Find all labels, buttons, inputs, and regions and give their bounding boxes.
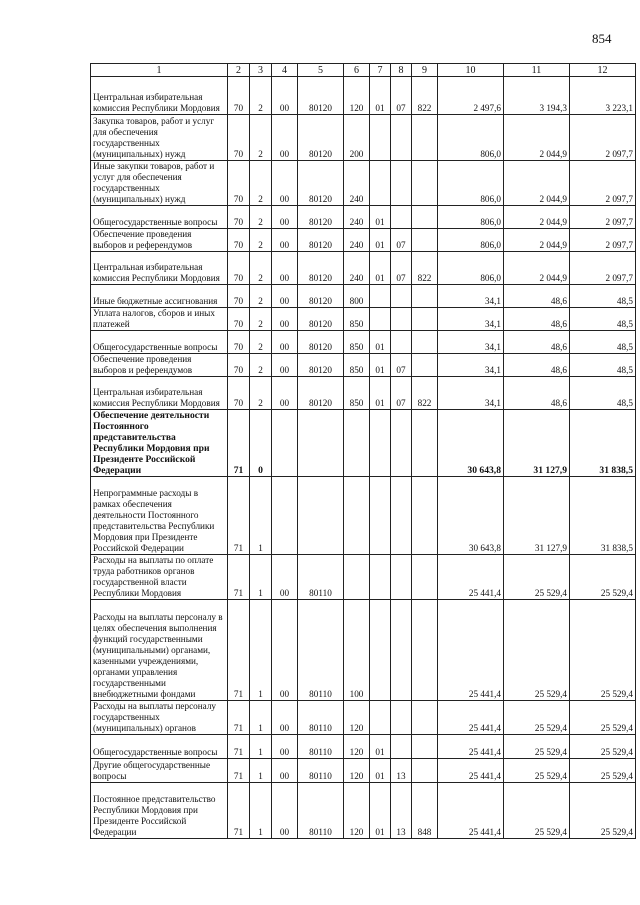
cell-code: 00: [272, 701, 298, 735]
cell-code: 80110: [298, 759, 344, 783]
cell-code: 01: [370, 735, 391, 759]
cell-amount: 2 497,6: [438, 77, 504, 115]
table-row: [91, 285, 636, 308]
cell-name: Расходы на выплаты по оплате труда работников органов государственной власти Республики Мордовия: [91, 555, 228, 600]
cell-code: [391, 701, 412, 735]
cell-code: 70: [228, 229, 250, 252]
cell-code: [391, 161, 412, 206]
column-header: 3: [250, 64, 272, 77]
cell-amount: 25 441,4: [438, 783, 504, 839]
cell-code: [391, 477, 412, 555]
cell-code: [412, 410, 438, 477]
cell-amount: 48,6: [504, 331, 570, 354]
cell-code: 07: [391, 77, 412, 115]
cell-code: 71: [228, 555, 250, 600]
cell-code: 1: [250, 555, 272, 600]
cell-code: 80110: [298, 701, 344, 735]
cell-code: [370, 477, 391, 555]
table-row: [91, 410, 636, 477]
cell-code: 2: [250, 252, 272, 285]
cell-code: 80120: [298, 331, 344, 354]
cell-code: 80120: [298, 285, 344, 308]
table-row: [91, 701, 636, 735]
cell-code: [298, 410, 344, 477]
cell-code: 1: [250, 701, 272, 735]
cell-code: [370, 701, 391, 735]
cell-code: 80120: [298, 252, 344, 285]
table-row: [91, 161, 636, 206]
cell-name: Иные закупки товаров, работ и услуг для обеспечения государственных (муниципальных) нужд: [91, 161, 228, 206]
cell-code: 850: [344, 308, 370, 331]
cell-amount: 31 838,5: [570, 410, 636, 477]
table-row: [91, 252, 636, 285]
cell-code: [412, 285, 438, 308]
cell-amount: 48,6: [504, 377, 570, 410]
cell-code: 00: [272, 600, 298, 701]
cell-code: 70: [228, 252, 250, 285]
cell-code: 01: [370, 229, 391, 252]
cell-code: 0: [250, 410, 272, 477]
cell-code: 01: [370, 77, 391, 115]
cell-amount: 2 097,7: [570, 252, 636, 285]
cell-code: 120: [344, 759, 370, 783]
cell-code: [391, 115, 412, 161]
cell-amount: 30 643,8: [438, 410, 504, 477]
table-row: [91, 331, 636, 354]
cell-code: [272, 410, 298, 477]
cell-code: 822: [412, 377, 438, 410]
cell-code: 71: [228, 410, 250, 477]
cell-code: 2: [250, 377, 272, 410]
cell-code: 240: [344, 206, 370, 229]
cell-amount: 31 127,9: [504, 477, 570, 555]
cell-amount: 25 441,4: [438, 759, 504, 783]
cell-amount: 34,1: [438, 285, 504, 308]
cell-amount: 2 097,7: [570, 229, 636, 252]
table-row: [91, 735, 636, 759]
cell-code: [344, 410, 370, 477]
cell-code: [370, 600, 391, 701]
column-header: 7: [370, 64, 391, 77]
cell-code: 70: [228, 377, 250, 410]
table-row: [91, 229, 636, 252]
cell-amount: 806,0: [438, 161, 504, 206]
cell-amount: 25 529,4: [504, 735, 570, 759]
table-row: [91, 77, 636, 115]
cell-amount: 2 044,9: [504, 115, 570, 161]
cell-amount: 25 529,4: [570, 701, 636, 735]
cell-amount: 48,5: [570, 331, 636, 354]
cell-code: 01: [370, 206, 391, 229]
cell-code: 80120: [298, 229, 344, 252]
cell-amount: 25 529,4: [570, 555, 636, 600]
cell-amount: 31 127,9: [504, 410, 570, 477]
cell-code: [391, 600, 412, 701]
cell-code: 2: [250, 206, 272, 229]
cell-code: 80120: [298, 77, 344, 115]
cell-code: [391, 410, 412, 477]
cell-code: 00: [272, 735, 298, 759]
cell-code: 00: [272, 377, 298, 410]
cell-code: 848: [412, 783, 438, 839]
cell-code: 00: [272, 354, 298, 377]
cell-amount: 48,5: [570, 377, 636, 410]
cell-code: 07: [391, 252, 412, 285]
cell-amount: 34,1: [438, 331, 504, 354]
table-body: [91, 77, 636, 839]
cell-name: Постоянное представительство Республики Мордовия при Президенте Российской Федерации: [91, 783, 228, 839]
cell-amount: 25 529,4: [504, 600, 570, 701]
cell-code: 71: [228, 783, 250, 839]
cell-name: Обеспечение проведения выборов и референдумов: [91, 354, 228, 377]
cell-code: [298, 477, 344, 555]
table-row: [91, 354, 636, 377]
cell-amount: 25 529,4: [504, 759, 570, 783]
cell-code: 1: [250, 735, 272, 759]
cell-code: 80120: [298, 206, 344, 229]
cell-code: [412, 229, 438, 252]
table-row: [91, 308, 636, 331]
cell-code: 07: [391, 377, 412, 410]
cell-code: 120: [344, 735, 370, 759]
column-header: 4: [272, 64, 298, 77]
cell-amount: 3 223,1: [570, 77, 636, 115]
table-row: [91, 555, 636, 600]
cell-amount: 25 529,4: [504, 701, 570, 735]
cell-amount: 25 529,4: [570, 783, 636, 839]
cell-code: 80110: [298, 735, 344, 759]
cell-code: 00: [272, 308, 298, 331]
cell-code: 13: [391, 783, 412, 839]
cell-amount: 34,1: [438, 354, 504, 377]
column-header: 10: [438, 64, 504, 77]
cell-code: [391, 331, 412, 354]
cell-name: Обеспечение проведения выборов и референдумов: [91, 229, 228, 252]
cell-amount: 806,0: [438, 206, 504, 229]
cell-amount: 806,0: [438, 229, 504, 252]
table-row: [91, 783, 636, 839]
cell-code: 240: [344, 161, 370, 206]
cell-code: [412, 701, 438, 735]
cell-amount: 2 097,7: [570, 206, 636, 229]
cell-code: 70: [228, 77, 250, 115]
cell-code: 70: [228, 308, 250, 331]
column-header: 11: [504, 64, 570, 77]
cell-code: [412, 115, 438, 161]
cell-name: Расходы на выплаты персоналу в целях обеспечения выполнения функций государственными (муниципальными) органами, казенными учреждениями, органами управления государственными внебюджетными фондами: [91, 600, 228, 701]
cell-code: 70: [228, 331, 250, 354]
cell-code: [344, 555, 370, 600]
cell-name: Расходы на выплаты персоналу государственных (муниципальных) органов: [91, 701, 228, 735]
cell-code: [412, 206, 438, 229]
cell-code: 00: [272, 759, 298, 783]
cell-code: 07: [391, 229, 412, 252]
cell-amount: 25 441,4: [438, 600, 504, 701]
cell-amount: 25 441,4: [438, 735, 504, 759]
cell-amount: 25 529,4: [570, 759, 636, 783]
cell-amount: 30 643,8: [438, 477, 504, 555]
cell-amount: 31 838,5: [570, 477, 636, 555]
cell-code: [370, 285, 391, 308]
cell-code: 01: [370, 759, 391, 783]
cell-amount: 48,6: [504, 285, 570, 308]
cell-code: 850: [344, 354, 370, 377]
cell-code: [272, 477, 298, 555]
cell-code: 2: [250, 308, 272, 331]
cell-amount: 48,5: [570, 285, 636, 308]
cell-code: [370, 555, 391, 600]
cell-code: 2: [250, 115, 272, 161]
cell-amount: 2 044,9: [504, 252, 570, 285]
cell-code: 1: [250, 600, 272, 701]
cell-code: 70: [228, 206, 250, 229]
cell-code: 2: [250, 354, 272, 377]
cell-code: 80120: [298, 115, 344, 161]
cell-code: 80120: [298, 308, 344, 331]
cell-name: Центральная избирательная комиссия Республики Мордовия: [91, 77, 228, 115]
column-header: 1: [91, 64, 228, 77]
cell-code: 850: [344, 331, 370, 354]
cell-amount: 25 529,4: [570, 600, 636, 701]
cell-name: Центральная избирательная комиссия Республики Мордовия: [91, 377, 228, 410]
cell-code: [412, 477, 438, 555]
cell-code: 01: [370, 252, 391, 285]
cell-code: 80120: [298, 354, 344, 377]
cell-amount: 25 529,4: [504, 783, 570, 839]
cell-code: 1: [250, 759, 272, 783]
cell-amount: 25 441,4: [438, 701, 504, 735]
cell-code: [412, 308, 438, 331]
cell-code: 00: [272, 77, 298, 115]
cell-code: [412, 354, 438, 377]
cell-code: 120: [344, 701, 370, 735]
cell-code: 2: [250, 229, 272, 252]
cell-code: [412, 600, 438, 701]
cell-code: 00: [272, 285, 298, 308]
cell-code: 822: [412, 252, 438, 285]
cell-code: 00: [272, 206, 298, 229]
column-header: 5: [298, 64, 344, 77]
cell-amount: 48,5: [570, 308, 636, 331]
cell-code: 120: [344, 783, 370, 839]
cell-code: 70: [228, 161, 250, 206]
column-header: 12: [570, 64, 636, 77]
cell-code: [391, 308, 412, 331]
cell-code: 800: [344, 285, 370, 308]
table-row: [91, 377, 636, 410]
cell-code: 1: [250, 477, 272, 555]
page-number: 854: [592, 31, 612, 46]
cell-amount: 48,6: [504, 354, 570, 377]
cell-amount: 25 529,4: [504, 555, 570, 600]
cell-code: [370, 161, 391, 206]
cell-code: [391, 206, 412, 229]
cell-amount: 2 044,9: [504, 161, 570, 206]
cell-code: 71: [228, 735, 250, 759]
cell-code: 80110: [298, 555, 344, 600]
cell-code: [412, 759, 438, 783]
cell-code: 120: [344, 77, 370, 115]
table-row: [91, 115, 636, 161]
cell-code: [412, 161, 438, 206]
cell-code: 00: [272, 555, 298, 600]
cell-name: Общегосударственные вопросы: [91, 206, 228, 229]
cell-code: [344, 477, 370, 555]
cell-code: 240: [344, 229, 370, 252]
cell-code: 2: [250, 161, 272, 206]
cell-code: 00: [272, 252, 298, 285]
budget-table: [90, 63, 636, 839]
cell-name: Иные бюджетные ассигнования: [91, 285, 228, 308]
cell-amount: 25 529,4: [570, 735, 636, 759]
column-header: 9: [412, 64, 438, 77]
cell-name: Уплата налогов, сборов и иных платежей: [91, 308, 228, 331]
cell-code: 2: [250, 285, 272, 308]
cell-code: 01: [370, 377, 391, 410]
cell-code: 07: [391, 354, 412, 377]
cell-amount: 2 097,7: [570, 115, 636, 161]
cell-code: 00: [272, 161, 298, 206]
cell-amount: 34,1: [438, 308, 504, 331]
table-header-row: [91, 64, 636, 77]
column-header: 8: [391, 64, 412, 77]
cell-amount: 48,6: [504, 308, 570, 331]
table-row: [91, 600, 636, 701]
cell-code: 80110: [298, 600, 344, 701]
cell-code: 100: [344, 600, 370, 701]
cell-code: 01: [370, 354, 391, 377]
cell-amount: 2 097,7: [570, 161, 636, 206]
cell-code: 80110: [298, 783, 344, 839]
column-header: 6: [344, 64, 370, 77]
cell-code: [412, 555, 438, 600]
cell-code: 70: [228, 354, 250, 377]
cell-code: [370, 308, 391, 331]
cell-code: [391, 285, 412, 308]
cell-code: 240: [344, 252, 370, 285]
cell-code: 71: [228, 701, 250, 735]
cell-code: 1: [250, 783, 272, 839]
cell-amount: 2 044,9: [504, 206, 570, 229]
cell-code: 80120: [298, 377, 344, 410]
cell-name: Другие общегосударственные вопросы: [91, 759, 228, 783]
cell-name: Общегосударственные вопросы: [91, 735, 228, 759]
cell-code: 2: [250, 331, 272, 354]
cell-code: 850: [344, 377, 370, 410]
cell-code: [412, 735, 438, 759]
cell-name: Обеспечение деятельности Постоянного представительства Республики Мордовия при Президенте Российской Федерации: [91, 410, 228, 477]
table-row: [91, 477, 636, 555]
cell-code: [412, 331, 438, 354]
cell-code: 01: [370, 331, 391, 354]
cell-amount: 806,0: [438, 115, 504, 161]
cell-amount: 806,0: [438, 252, 504, 285]
column-header: 2: [228, 64, 250, 77]
cell-code: 822: [412, 77, 438, 115]
cell-code: 71: [228, 477, 250, 555]
table-row: [91, 759, 636, 783]
cell-name: Непрограммные расходы в рамках обеспечения деятельности Постоянного представительства Республики Мордовия при Президенте Российской Федерации: [91, 477, 228, 555]
cell-code: 70: [228, 115, 250, 161]
cell-name: Общегосударственные вопросы: [91, 331, 228, 354]
cell-code: 00: [272, 783, 298, 839]
cell-amount: 25 441,4: [438, 555, 504, 600]
cell-code: 00: [272, 229, 298, 252]
cell-amount: 34,1: [438, 377, 504, 410]
cell-name: Закупка товаров, работ и услуг для обеспечения государственных (муниципальных) нужд: [91, 115, 228, 161]
cell-code: [370, 115, 391, 161]
cell-name: Центральная избирательная комиссия Республики Мордовия: [91, 252, 228, 285]
cell-amount: 2 044,9: [504, 229, 570, 252]
cell-code: 80120: [298, 161, 344, 206]
table-row: [91, 206, 636, 229]
cell-code: 71: [228, 759, 250, 783]
cell-amount: 3 194,3: [504, 77, 570, 115]
cell-code: 01: [370, 783, 391, 839]
cell-code: 71: [228, 600, 250, 701]
cell-code: 70: [228, 285, 250, 308]
cell-code: 00: [272, 331, 298, 354]
cell-amount: 48,5: [570, 354, 636, 377]
cell-code: [391, 555, 412, 600]
cell-code: [370, 410, 391, 477]
cell-code: [391, 735, 412, 759]
cell-code: 13: [391, 759, 412, 783]
cell-code: 00: [272, 115, 298, 161]
cell-code: 200: [344, 115, 370, 161]
cell-code: 2: [250, 77, 272, 115]
